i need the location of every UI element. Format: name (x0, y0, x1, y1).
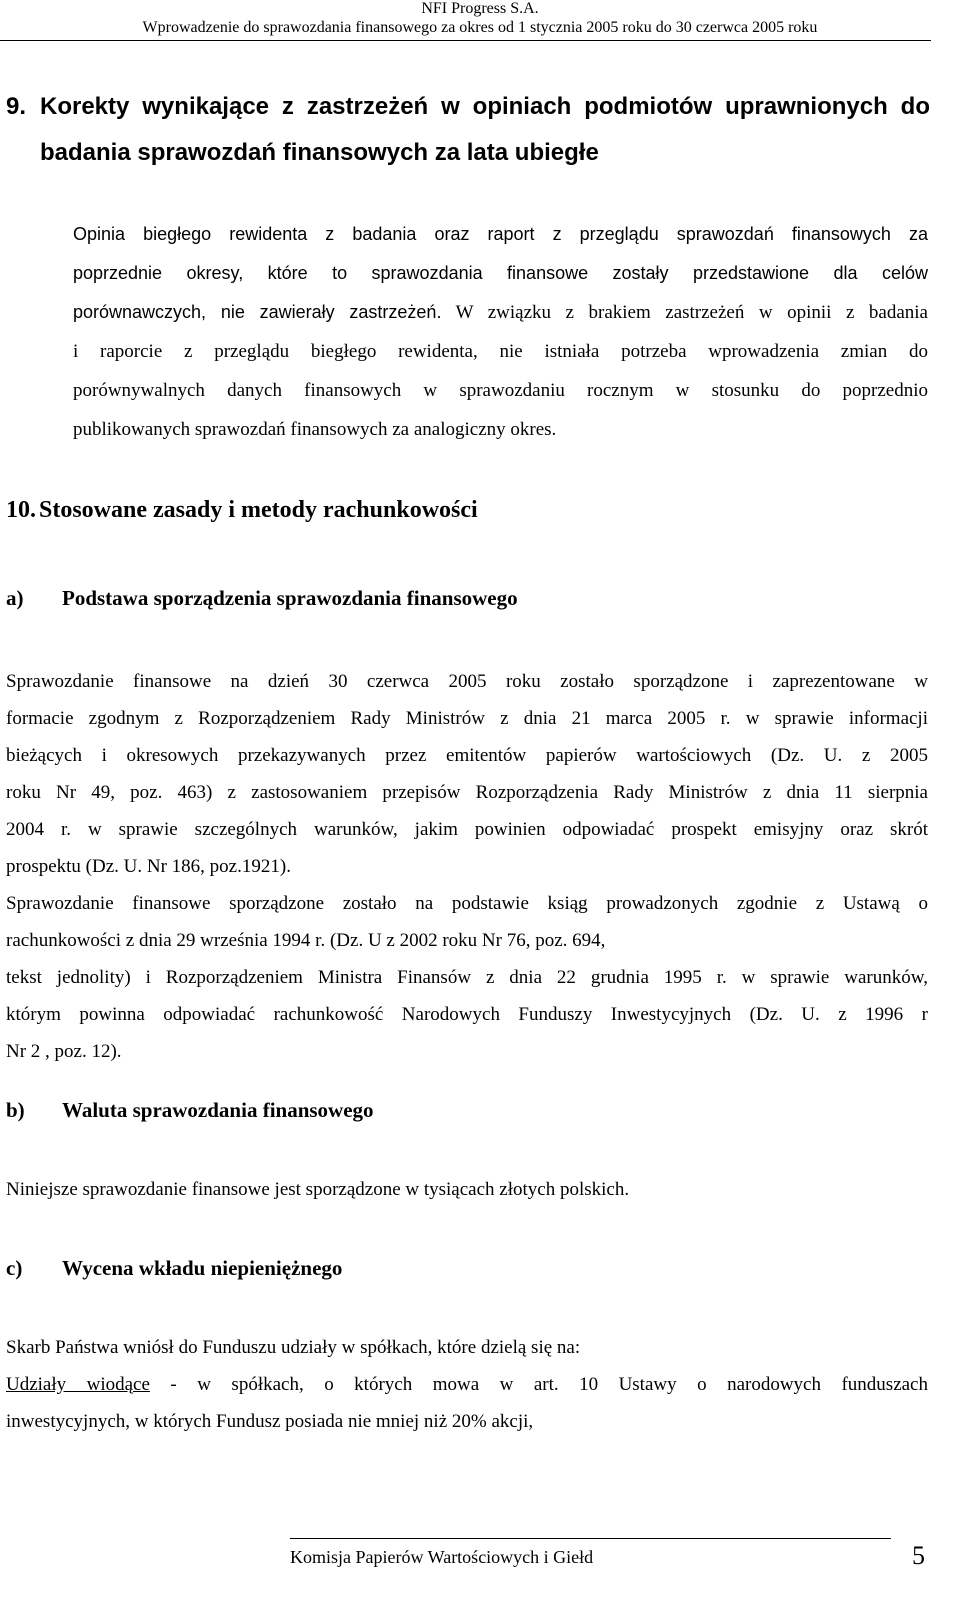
text-line: Nr 2 , poz. 12). (6, 1041, 122, 1062)
text-line: Skarb Państwa wniósł do Funduszu udziały w spółkach, które dzielą się na: (6, 1337, 581, 1358)
paragraph-line: porównywalnych danych finansowych w sprawozdaniu rocznym w stosunku do poprzednio (73, 380, 928, 401)
text-line: rachunkowości z dnia 29 września 1994 r. (Dz. U z 2002 roku Nr 76, poz. 694, (6, 930, 606, 951)
text-line: 2004 r. w sprawie szczególnych warunków, jakim powinien odpowiadać prospekt emisyjny oraz skrót (6, 819, 928, 840)
text-line: którym powinna odpowiadać rachunkowość Narodowych Funduszy Inwestycyjnych (Dz. U. z 1996 r (6, 1004, 928, 1025)
text-line: Sprawozdanie finansowe sporządzone zostało na podstawie ksiąg prowadzonych zgodnie z Ustawą o (6, 893, 928, 914)
paragraph-line: poprzednie okresy, które to sprawozdania finansowe zostały przedstawione dla celów (73, 263, 928, 283)
subsection-b-label: b) (6, 1098, 25, 1122)
subsection-a-title: Podstawa sporządzenia sprawozdania finansowego (62, 586, 518, 610)
subsection-a-text (6, 663, 928, 1070)
subsection-c-label: c) (6, 1256, 23, 1280)
text-line: formacie zgodnym z Rozporządzeniem Rady Ministrów z dnia 21 marca 2005 r. w sprawie informacji (6, 708, 928, 729)
text-fragment: - w spółkach, o których mowa w art. 10 Ustawy o narodowych funduszach (149, 1374, 928, 1395)
subsection-b-text (6, 1171, 928, 1208)
paragraph-line: publikowanych sprawozdań finansowych za analogiczny okres. (73, 419, 557, 440)
subsection-a-label: a) (6, 586, 24, 610)
section-9-title-line-2: badania sprawozdań finansowych za lata ubiegłe (40, 139, 599, 166)
paragraph-fragment: W związku z brakiem zastrzeżeń w opinii z badania (441, 302, 928, 323)
page-number: 5 (912, 1541, 925, 1570)
section-9-paragraph (73, 215, 928, 449)
header-divider (0, 40, 931, 41)
header-company: NFI Progress S.A. (421, 0, 539, 17)
footer-text: Komisja Papierów Wartościowych i Giełd (290, 1547, 594, 1567)
subsection-c-title: Wycena wkładu niepieniężnego (62, 1256, 343, 1280)
header-subtitle: Wprowadzenie do sprawozdania finansowego za okres od 1 stycznia 2005 roku do 30 czerwca 2005 roku (142, 19, 818, 36)
footer-divider (290, 1538, 891, 1539)
text-line: inwestycyjnych, w których Fundusz posiada nie mniej niż 20% akcji, (6, 1411, 534, 1432)
text-line: Sprawozdanie finansowe na dzień 30 czerwca 2005 roku zostało sporządzone i zaprezentowane w (6, 671, 928, 692)
text-line: prospektu (Dz. U. Nr 186, poz.1921). (6, 856, 291, 877)
section-9-title-line-1: Korekty wynikające z zastrzeżeń w opiniach podmiotów uprawnionych do (40, 93, 930, 120)
text-line: bieżących i okresowych przekazywanych przez emitentów papierów wartościowych (Dz. U. z 2005 (6, 745, 928, 766)
text-line: Niniejsze sprawozdanie finansowe jest sporządzone w tysiącach złotych polskich. (6, 1179, 630, 1200)
section-9-number: 9. (6, 93, 27, 120)
underlined-term: Udziały wiodące (6, 1374, 150, 1395)
paragraph-fragment: porównawczych, nie zawierały zastrzeżeń. (73, 302, 442, 322)
subsection-b-title: Waluta sprawozdania finansowego (62, 1098, 374, 1122)
text-line: tekst jednolity) i Rozporządzeniem Ministra Finansów z dnia 22 grudnia 1995 r. w sprawie warunków, (6, 967, 928, 988)
paragraph-line: Opinia biegłego rewidenta z badania oraz raport z przeglądu sprawozdań finansowych za (73, 224, 928, 244)
section-10-title: Stosowane zasady i metody rachunkowości (39, 497, 478, 523)
subsection-c-text (6, 1329, 928, 1440)
paragraph-line: i raporcie z przeglądu biegłego rewidenta, nie istniała potrzeba wprowadzenia zmian do (73, 341, 928, 362)
text-line: roku Nr 49, poz. 463) z zastosowaniem przepisów Rozporządzenia Rady Ministrów z dnia 11 sierpnia (6, 782, 928, 803)
section-10-number: 10. (6, 497, 36, 523)
